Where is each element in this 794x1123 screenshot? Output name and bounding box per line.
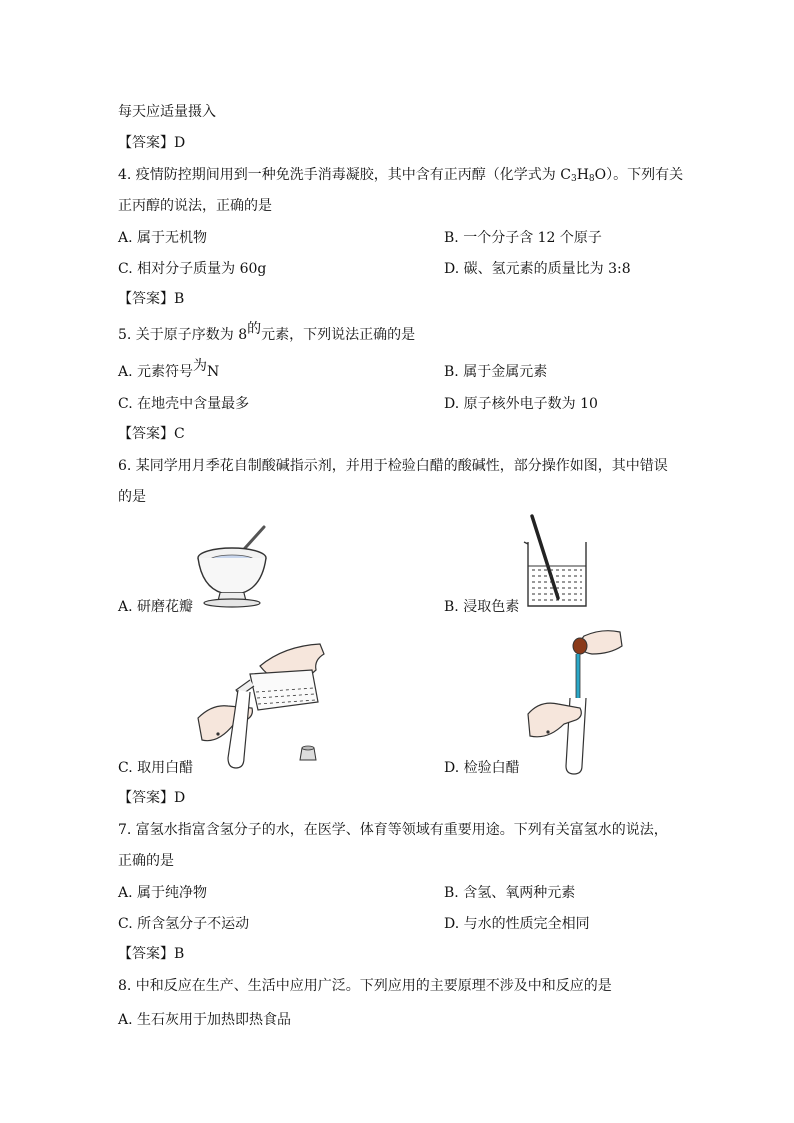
- question-7-stem-cont: 正确的是: [118, 853, 174, 869]
- q6-option-c: C. 取用白醋: [118, 760, 194, 776]
- question-4-stem: 4. 疫情防控期间用到一种免洗手消毒凝胶，其中含有正丙醇（化学式为 $C_3H_8O$）。下列有关: [118, 167, 684, 184]
- question-8-stem: 8. 中和反应在生产、生活中应用广泛。下列应用的主要原理不涉及中和反应的是: [118, 978, 612, 994]
- answer-7: 【答案】B: [118, 946, 185, 962]
- question-5-stem: 5. 关于原子序数为 8的元素，下列说法正确的是: [118, 321, 416, 343]
- q7-option-c: C. 所含氢分子不运动: [118, 916, 250, 932]
- q8-option-a: A. 生石灰用于加热即热食品: [118, 1012, 292, 1028]
- mortar-icon: [196, 523, 272, 609]
- q7-option-d: D. 与水的性质完全相同: [444, 916, 590, 932]
- answer-4: 【答案】B: [118, 291, 185, 307]
- pouring-icon: [194, 640, 342, 774]
- q7-option-a: A. 属于纯净物: [118, 885, 208, 901]
- q4-option-c: C. 相对分子质量为 60g: [118, 261, 267, 277]
- text-line: 每天应适量摄入: [118, 104, 216, 120]
- dropper-icon: [522, 628, 626, 778]
- q5-option-b: B. 属于金属元素: [444, 364, 548, 380]
- answer-5: 【答案】C: [118, 426, 185, 442]
- q5-option-c: C. 在地壳中含量最多: [118, 396, 250, 412]
- q6-option-b: B. 浸取色素: [444, 599, 520, 615]
- beaker-icon: [520, 514, 592, 608]
- answer-3: 【答案】D: [118, 135, 186, 151]
- q5-option-a: A. 元素符号为N: [118, 358, 220, 380]
- answer-6: 【答案】D: [118, 790, 186, 806]
- q6-option-d: D. 检验白醋: [444, 760, 520, 776]
- q4-option-b: B. 一个分子含 12 个原子: [444, 230, 602, 246]
- question-6-stem-cont: 的是: [118, 489, 146, 505]
- q7-option-b: B. 含氢、氧两种元素: [444, 885, 576, 901]
- question-7-stem: 7. 富氢水指富含氢分子的水，在医学、体育等领域有重要用途。下列有关富氢水的说法，: [118, 822, 668, 838]
- q4-option-a: A. 属于无机物: [118, 230, 208, 246]
- q5-option-d: D. 原子核外电子数为 10: [444, 396, 598, 412]
- question-4-stem-cont: 正丙醇的说法，正确的是: [118, 198, 272, 214]
- question-6-stem: 6. 某同学用月季花自制酸碱指示剂，并用于检验白醋的酸碱性，部分操作如图，其中错误: [118, 458, 668, 474]
- q6-option-a: A. 研磨花瓣: [118, 599, 194, 615]
- q4-option-d: D. 碳、氢元素的质量比为 3:8: [444, 261, 631, 277]
